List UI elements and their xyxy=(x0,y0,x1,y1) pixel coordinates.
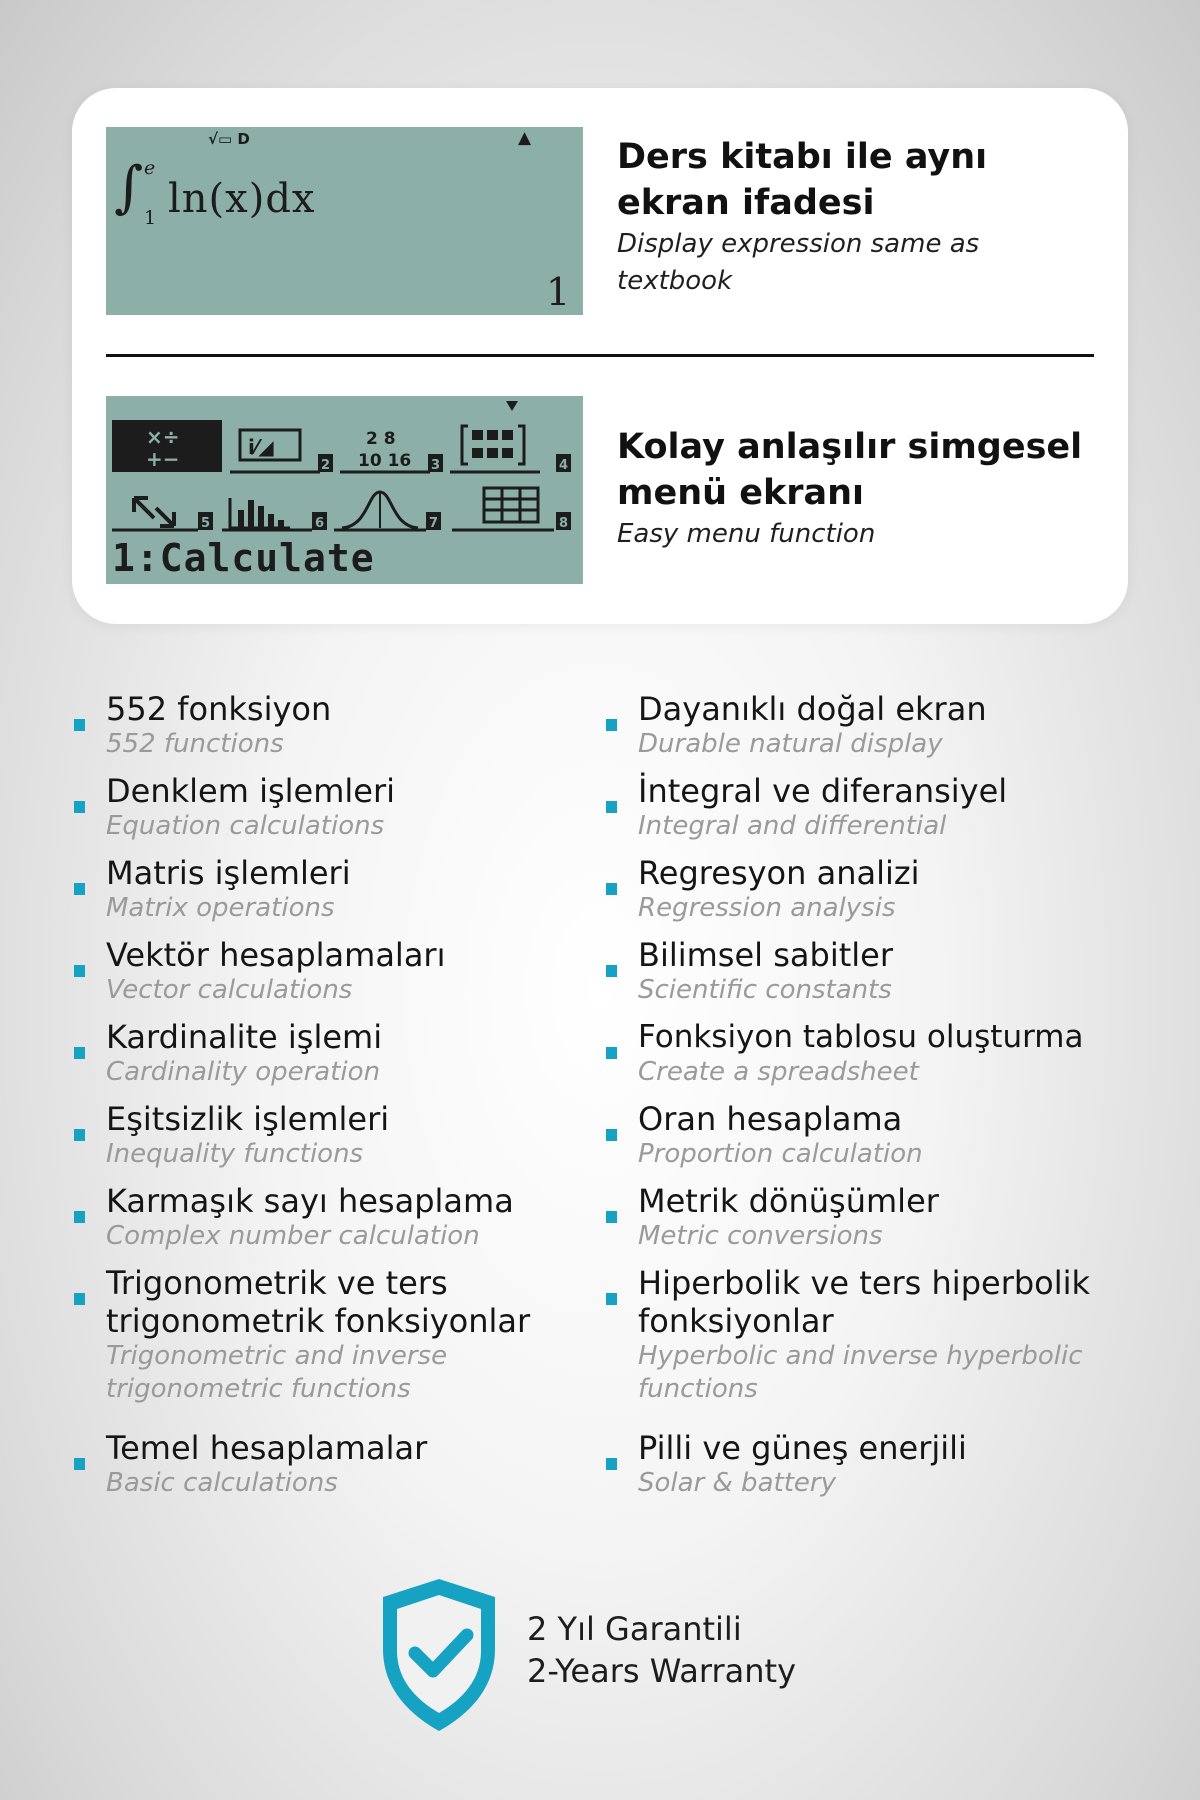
svg-text:×÷: ×÷ xyxy=(146,425,180,449)
item-title: Matris işlemleri xyxy=(106,854,351,892)
item-subtitle: Basic calculations xyxy=(106,1468,338,1498)
calculate-icon xyxy=(112,420,222,472)
bullet-icon xyxy=(74,1129,85,1141)
bullet-icon xyxy=(74,1458,85,1470)
list-item xyxy=(72,1182,592,1264)
item-title: Vektör hesaplamaları xyxy=(106,936,446,974)
spreadsheet-icon xyxy=(452,488,554,530)
list-item xyxy=(72,772,592,854)
bullet-icon xyxy=(606,1211,617,1223)
menu-number-3: 3 xyxy=(431,458,441,473)
bullet-icon xyxy=(606,719,617,731)
feature2-title: Kolay anlaşılır simgesel menü ekranı xyxy=(617,427,1083,513)
item-subtitle: Solar & battery xyxy=(638,1468,836,1498)
item-subtitle: Proportion calculation xyxy=(638,1139,923,1169)
bullet-icon xyxy=(74,801,85,813)
bullet-icon xyxy=(606,965,617,977)
item-subtitle: Inequality functions xyxy=(106,1139,364,1169)
bullet-icon xyxy=(74,719,85,731)
bullet-icon xyxy=(74,1293,85,1305)
lcd-natural-display xyxy=(106,127,583,315)
warranty-text xyxy=(527,1608,796,1692)
item-title: Metrik dönüşümler xyxy=(638,1182,939,1220)
bullet-icon xyxy=(606,1129,617,1141)
feature1-subtitle: Display expression same as textbook xyxy=(617,229,980,296)
svg-text:i⁄◢: i⁄◢ xyxy=(248,435,274,459)
menu-number-5: 5 xyxy=(201,516,211,531)
bullet-icon xyxy=(606,1047,617,1059)
menu-selected-label: 1:Calculate xyxy=(112,536,375,580)
item-subtitle: Regression analysis xyxy=(638,893,896,923)
item-subtitle: Equation calculations xyxy=(106,811,385,841)
item-title: İntegral ve diferansiyel xyxy=(638,772,1008,810)
feature-card xyxy=(72,88,1128,624)
feature2-subtitle: Easy menu function xyxy=(617,519,876,549)
item-subtitle: Durable natural display xyxy=(638,729,943,759)
menu-number-4: 4 xyxy=(559,458,569,473)
item-title: Regresyon analizi xyxy=(638,854,920,892)
item-title: Dayanıklı doğal ekran xyxy=(638,690,987,728)
section-divider xyxy=(106,354,1094,357)
bullet-icon xyxy=(74,965,85,977)
lcd-up-arrow: ▲ xyxy=(518,128,532,148)
integral-lower-limit: 1 xyxy=(144,207,157,229)
list-item xyxy=(72,1100,592,1182)
item-title: Eşitsizlik işlemleri xyxy=(106,1100,390,1138)
shield-check-icon xyxy=(375,1575,503,1735)
matrix-icon xyxy=(450,426,540,472)
menu-number-8: 8 xyxy=(559,516,569,531)
menu-down-arrow-icon xyxy=(506,401,518,411)
base-label-bottom: 10 16 xyxy=(358,451,412,471)
list-item xyxy=(604,1018,1124,1100)
menu-number-6: 6 xyxy=(315,516,325,531)
list-item xyxy=(72,1429,592,1511)
item-title-line1: Trigonometrik ve ters xyxy=(106,1264,448,1302)
menu-number-2: 2 xyxy=(321,458,331,473)
bullet-icon xyxy=(74,1211,85,1223)
list-item xyxy=(604,1429,1124,1511)
item-subtitle: Scientific constants xyxy=(638,975,892,1005)
feature1-title: Ders kitabı ile aynı ekran ifadesi xyxy=(617,137,988,223)
list-item xyxy=(604,1264,1124,1429)
list-item xyxy=(604,854,1124,936)
list-item xyxy=(72,1264,592,1429)
item-title: Karmaşık sayı hesaplama xyxy=(106,1182,514,1220)
item-title-line2: trigonometrik fonksiyonlar xyxy=(106,1302,531,1340)
features-right-column xyxy=(604,690,1124,1511)
vector-icon xyxy=(112,498,198,530)
item-title-line1: Hiperbolik ve ters hiperbolik xyxy=(638,1264,1091,1302)
lcd-indicators: √▭ D xyxy=(208,130,250,148)
item-subtitle-line1: Trigonometric and inverse xyxy=(106,1341,448,1371)
item-subtitle-line2: trigonometric functions xyxy=(106,1374,411,1404)
integral-upper-limit: e xyxy=(144,157,156,179)
item-subtitle: Create a spreadsheet xyxy=(638,1057,919,1087)
item-title: Pilli ve güneş enerjili xyxy=(638,1429,967,1467)
item-subtitle: Vector calculations xyxy=(106,975,353,1005)
item-subtitle: 552 functions xyxy=(106,729,284,759)
list-item xyxy=(72,1018,592,1100)
list-item xyxy=(72,936,592,1018)
bullet-icon xyxy=(606,883,617,895)
list-item xyxy=(72,854,592,936)
lcd-result: 1 xyxy=(546,270,571,314)
bullet-icon xyxy=(606,1293,617,1305)
item-title: Temel hesaplamalar xyxy=(106,1429,428,1467)
item-subtitle-line2: functions xyxy=(638,1374,758,1404)
bullet-icon xyxy=(606,1458,617,1470)
item-title: Oran hesaplama xyxy=(638,1100,903,1138)
item-subtitle: Matrix operations xyxy=(106,893,335,923)
item-subtitle: Integral and differential xyxy=(638,811,947,841)
item-subtitle-line1: Hyperbolic and inverse hyperbolic xyxy=(638,1341,1083,1371)
list-item xyxy=(604,1182,1124,1264)
item-title: Fonksiyon tablosu oluşturma xyxy=(638,1019,1084,1055)
list-item xyxy=(604,1100,1124,1182)
bell-curve-icon xyxy=(334,492,426,530)
lcd-menu-display xyxy=(106,396,583,584)
distribution-icon xyxy=(222,498,312,530)
item-subtitle: Complex number calculation xyxy=(106,1221,480,1251)
menu-number-7: 7 xyxy=(429,516,439,531)
integral-sign: ∫ xyxy=(114,155,144,220)
list-item xyxy=(72,690,592,772)
list-item xyxy=(604,690,1124,772)
base-label-top: 2 8 xyxy=(366,429,396,449)
warranty-line1: 2 Yıl Garantili xyxy=(527,1610,742,1648)
bullet-icon xyxy=(74,1047,85,1059)
list-item xyxy=(604,772,1124,854)
base-n-icon xyxy=(340,429,430,472)
statistics-icon xyxy=(230,430,320,472)
bullet-icon xyxy=(606,801,617,813)
item-title: Bilimsel sabitler xyxy=(638,936,893,974)
lcd-expression: ln(x)dx xyxy=(168,176,316,222)
warranty-line2: 2-Years Warranty xyxy=(527,1652,797,1690)
item-subtitle: Cardinality operation xyxy=(106,1057,381,1087)
svg-text:+−: +− xyxy=(146,447,180,471)
bullet-icon xyxy=(74,883,85,895)
item-title: Kardinalite işlemi xyxy=(106,1018,383,1056)
item-title: 552 fonksiyon xyxy=(106,690,332,728)
item-title-line2: fonksiyonlar xyxy=(638,1302,834,1340)
list-item xyxy=(604,936,1124,1018)
features-left-column xyxy=(72,690,592,1511)
menu-number-1: 1 xyxy=(208,459,218,474)
item-subtitle: Metric conversions xyxy=(638,1221,883,1251)
item-title: Denklem işlemleri xyxy=(106,772,395,810)
